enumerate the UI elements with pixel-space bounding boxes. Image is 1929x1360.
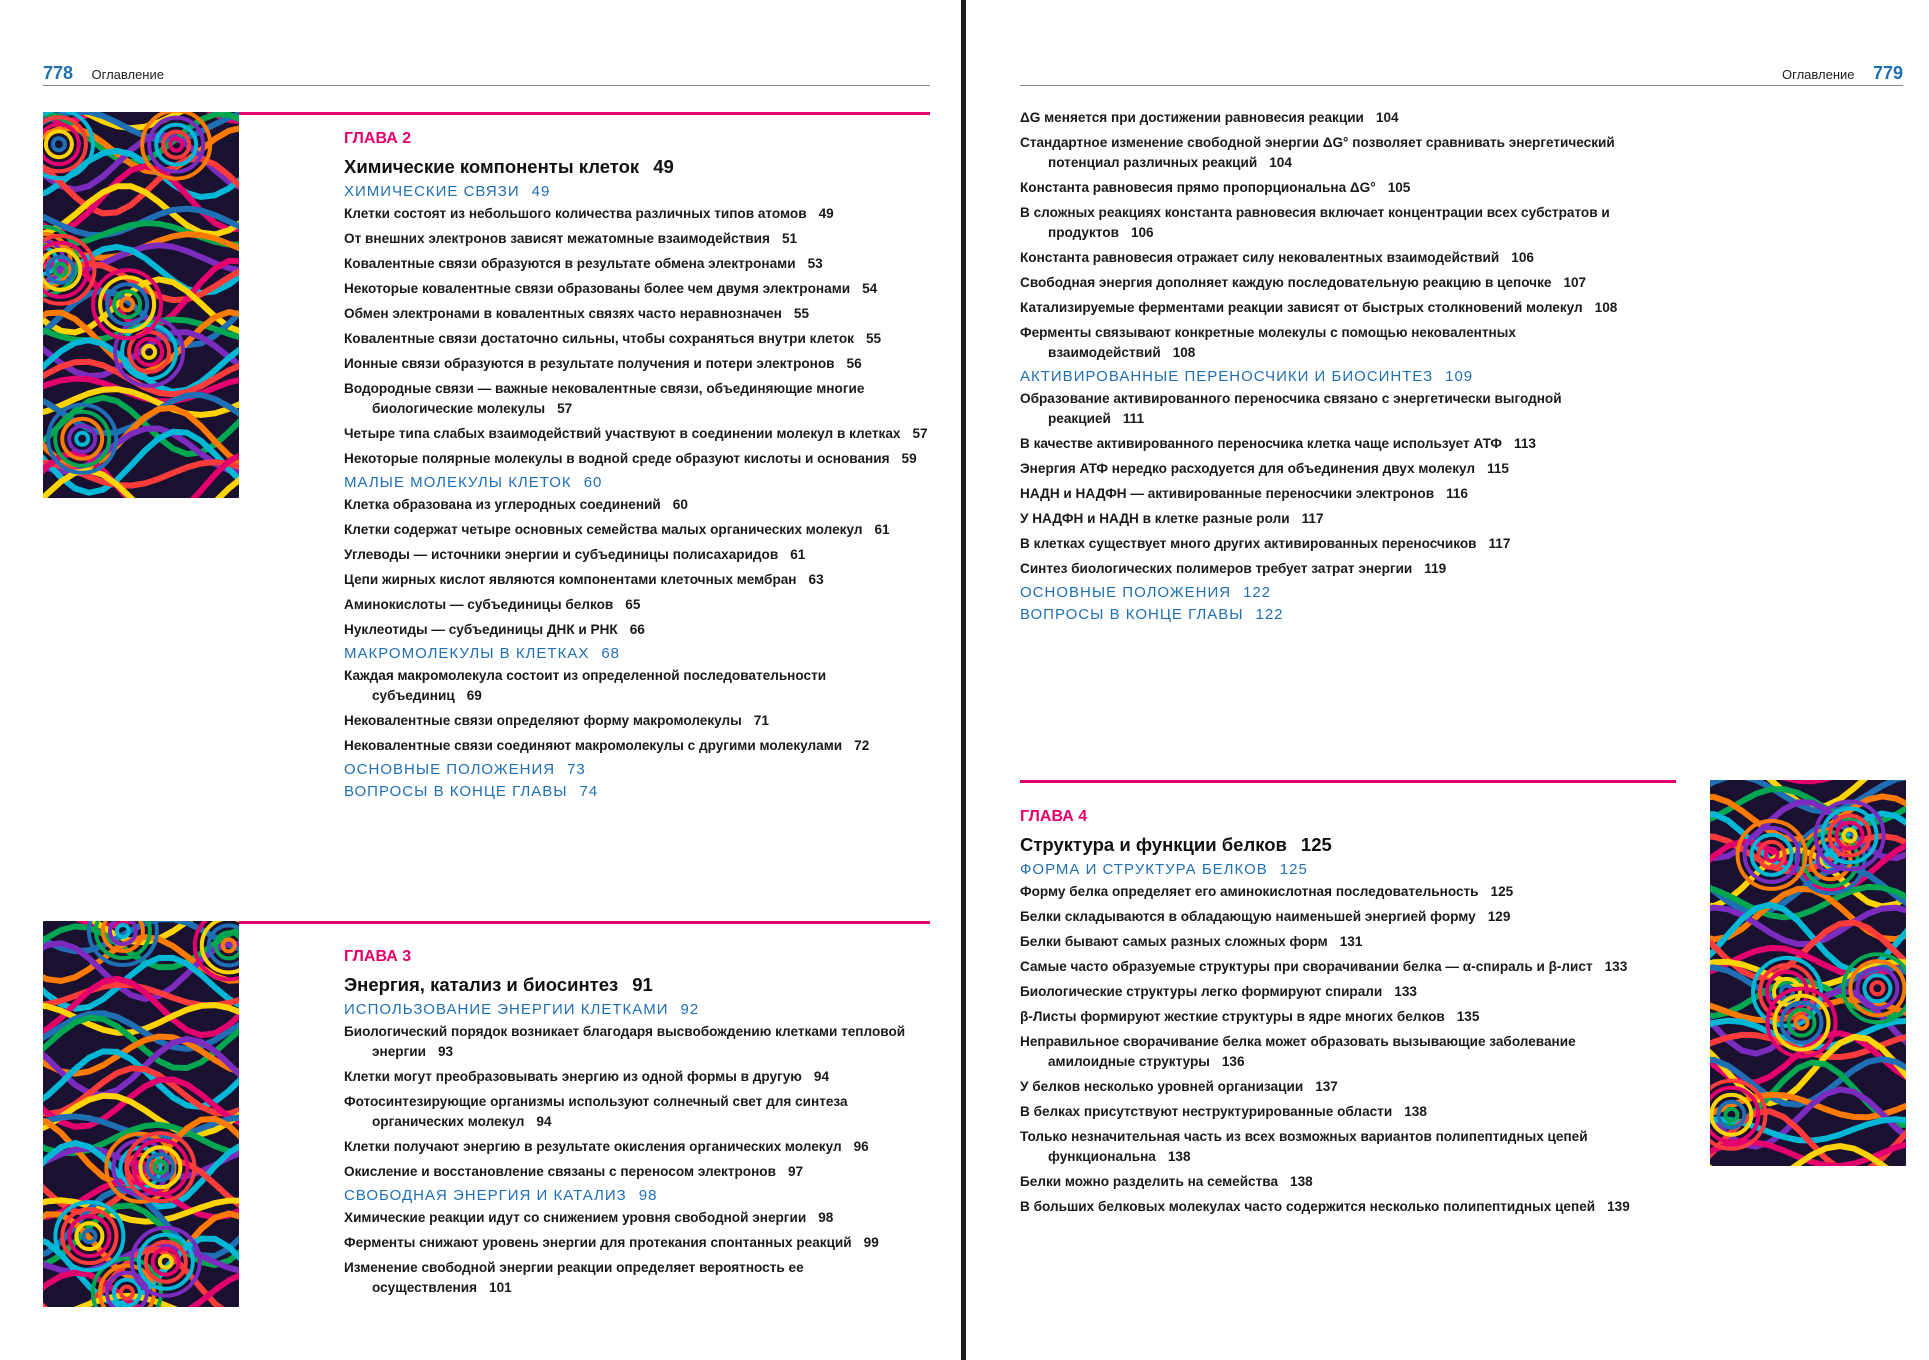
toc-entry[interactable]: [344, 254, 930, 274]
toc-entry[interactable]: [1020, 957, 1660, 977]
toc-page-number: 125: [1279, 861, 1308, 878]
toc-entry-text: В сложных реакциях константа равновесия включает концентрации всех субстратов и продуктов: [1020, 205, 1610, 240]
toc-page-number: 53: [807, 256, 823, 271]
chapter-3-continued-toc: [1020, 108, 1660, 627]
toc-page-number: 54: [862, 281, 878, 296]
toc-entry[interactable]: [1020, 273, 1660, 293]
toc-entry-text: В качестве активированного переносчика клетка чаще использует АТФ: [1020, 436, 1503, 451]
toc-page-number: 56: [846, 356, 862, 371]
toc-entry-text: Катализируемые ферментами реакции зависят от быстрых столкновений молекул: [1020, 300, 1583, 315]
toc-entry[interactable]: [344, 495, 930, 515]
toc-page-number: 51: [781, 231, 798, 246]
toc-entry[interactable]: [344, 229, 930, 249]
toc-entry[interactable]: [344, 595, 930, 615]
toc-entry[interactable]: [1020, 509, 1660, 529]
toc-entry-text: Клетки состоят из небольшого количества различных типов атомов: [344, 206, 807, 221]
toc-entry-text: Нуклеотиды — субъединицы ДНК и РНК: [344, 622, 618, 637]
toc-page-number: 115: [1487, 461, 1509, 476]
toc-entry[interactable]: [1020, 484, 1660, 504]
right-page-header: [1020, 63, 1903, 86]
toc-page-number: 105: [1387, 180, 1411, 195]
chapter-label: ГЛАВА 3: [344, 948, 412, 965]
toc-entry[interactable]: [344, 545, 930, 565]
toc-entry[interactable]: [344, 570, 930, 590]
toc-entry[interactable]: [344, 520, 930, 540]
toc-entry[interactable]: [344, 666, 930, 706]
toc-entry[interactable]: [344, 1067, 930, 1087]
toc-entry-text: Только незначительная часть из всех возможных вариантов полипептидных цепей функциональна: [1020, 1129, 1588, 1164]
toc-page-number: 106: [1130, 225, 1154, 240]
toc-entry[interactable]: [1020, 1032, 1660, 1072]
toc-page-number: 57: [557, 401, 573, 416]
toc-entry[interactable]: [1020, 534, 1660, 554]
toc-entry-text: Некоторые полярные молекулы в водной среде образуют кислоты и основания: [344, 451, 890, 466]
toc-entry-text: Нековалентные связи определяют форму макромолекулы: [344, 713, 742, 728]
left-page: [0, 0, 962, 1360]
toc-entry-text: β-Листы формируют жесткие структуры в ядре многих белков: [1020, 1009, 1445, 1024]
toc-page-number: 99: [863, 1235, 879, 1250]
toc-entry-text: Цепи жирных кислот являются компонентами клеточных мембран: [344, 572, 797, 587]
toc-page-number: 94: [813, 1069, 830, 1084]
toc-page-number: 122: [1243, 584, 1272, 601]
toc-section[interactable]: [344, 474, 930, 491]
toc-entry[interactable]: [344, 1258, 930, 1298]
chapter-2-toc: [344, 130, 930, 804]
toc-entry-text: В белках присутствуют неструктурированные области: [1020, 1104, 1393, 1119]
toc-page-number: 137: [1315, 1079, 1338, 1094]
toc-page-number: 93: [437, 1044, 454, 1059]
right-page: [966, 0, 1929, 1360]
toc-entry[interactable]: [1020, 982, 1660, 1002]
toc-page-number: 108: [1594, 300, 1618, 315]
toc-page-number: 108: [1172, 345, 1196, 360]
toc-entry-text: Клетки могут преобразовывать энергию из одной формы в другую: [344, 1069, 802, 1084]
toc-entry-text: Образование активированного переносчика связано с энергетически выгодной реакцией: [1020, 391, 1562, 426]
toc-page-number: 49: [531, 183, 551, 200]
toc-entry[interactable]: [344, 279, 930, 299]
toc-entry[interactable]: [344, 620, 930, 640]
toc-page-number: 122: [1255, 606, 1284, 623]
toc-entry-text: Ковалентные связи достаточно сильны, чтобы сохраняться внутри клеток: [344, 331, 854, 346]
toc-page-number: 125: [1490, 884, 1514, 899]
toc-entry-text: ХИМИЧЕСКИЕ СВЯЗИ: [344, 183, 520, 200]
chapter-4-artwork-image: [1710, 780, 1906, 1166]
chapter-3-toc: [344, 948, 930, 1303]
toc-entry-text: МАЛЫЕ МОЛЕКУЛЫ КЛЕТОК: [344, 474, 572, 491]
toc-entry-text: ОСНОВНЫЕ ПОЛОЖЕНИЯ: [344, 761, 556, 778]
toc-entry[interactable]: [344, 711, 930, 731]
toc-entry-text: Константа равновесия отражает силу нековалентных взаимодействий: [1020, 250, 1500, 265]
toc-entry-text: Стандартное изменение свободной энергии ΔG° позволяет сравнивать энергетический потенциал различных реакций: [1020, 135, 1615, 170]
toc-entry-text: В больших белковых молекулах часто содержится несколько полипептидных цепей: [1020, 1199, 1596, 1214]
toc-page-number: 101: [489, 1280, 512, 1295]
toc-page-number: 135: [1456, 1009, 1480, 1024]
toc-entry-text: Клетка образована из углеродных соединений: [344, 497, 661, 512]
toc-page-number: 136: [1221, 1054, 1245, 1069]
toc-entry-text: Форму белка определяет его аминокислотная последовательность: [1020, 884, 1479, 899]
toc-entry-text: Синтез биологических полимеров требует затрат энергии: [1020, 561, 1413, 576]
toc-entry-text: ΔG меняется при достижении равновесия реакции: [1020, 110, 1364, 125]
toc-entry-text: Клетки получают энергию в результате окисления органических молекул: [344, 1139, 842, 1154]
toc-entry[interactable]: [344, 329, 930, 349]
toc-entry[interactable]: [344, 1162, 930, 1182]
toc-page-number: 57: [912, 426, 928, 441]
toc-entry[interactable]: [1020, 248, 1660, 268]
toc-entry-text: Белки бывают самых разных сложных форм: [1020, 934, 1328, 949]
toc-entry-text: МАКРОМОЛЕКУЛЫ В КЛЕТКАХ: [344, 645, 590, 662]
toc-page-number: 96: [853, 1139, 869, 1154]
toc-entry[interactable]: [1020, 178, 1660, 198]
toc-page-number: 63: [808, 572, 824, 587]
toc-entry-text: Константа равновесия прямо пропорциональна ΔG°: [1020, 180, 1376, 195]
toc-entry-text: Изменение свободной энергии реакции определяет вероятность ее осуществления: [344, 1260, 804, 1295]
toc-entry[interactable]: [1020, 882, 1660, 902]
toc-entry[interactable]: [1020, 323, 1660, 363]
toc-entry-text: Четыре типа слабых взаимодействий участвуют в соединении молекул в клетках: [344, 426, 901, 441]
toc-page-number: 92: [680, 1001, 700, 1018]
toc-entry-text: В клетках существует много других активированных переносчиков: [1020, 536, 1477, 551]
toc-page-number: 131: [1339, 934, 1363, 949]
toc-page-number: 116: [1446, 486, 1468, 501]
toc-entry-text: Самые часто образуемые структуры при сворачивании белка — α-спираль и β-лист: [1020, 959, 1593, 974]
toc-entry[interactable]: [1020, 559, 1660, 579]
toc-entry[interactable]: [344, 354, 930, 374]
page-number: 779: [1872, 63, 1903, 83]
toc-entry[interactable]: [1020, 298, 1660, 318]
toc-entry[interactable]: [344, 736, 930, 756]
toc-page-number: 133: [1394, 984, 1417, 999]
chapter-4-rule: [1020, 780, 1676, 783]
chapter-2-rule: [239, 112, 930, 115]
toc-entry-text: ИСПОЛЬЗОВАНИЕ ЭНЕРГИИ КЛЕТКАМИ: [344, 1001, 669, 1018]
toc-page-number: 113: [1514, 436, 1536, 451]
toc-entry-text: Свободная энергия дополняет каждую последовательную реакцию в цепочке: [1020, 275, 1552, 290]
toc-entry-text: Энергия АТФ нередко расходуется для объединения двух молекул: [1020, 461, 1476, 476]
toc-page-number: 94: [536, 1114, 552, 1129]
toc-entry-text: Аминокислоты — субъединицы белков: [344, 597, 614, 612]
toc-entry[interactable]: [344, 424, 930, 444]
toc-page-number: 55: [793, 306, 810, 321]
toc-entry[interactable]: [1020, 907, 1660, 927]
toc-entry-text: Окисление и восстановление связаны с переносом электронов: [344, 1164, 776, 1179]
toc-entry[interactable]: [344, 1233, 930, 1253]
chapter-label: ГЛАВА 2: [344, 130, 412, 147]
toc-page-number: 71: [753, 713, 769, 728]
toc-page-number: 138: [1404, 1104, 1427, 1119]
toc-page-number: 60: [672, 497, 688, 512]
toc-entry[interactable]: [1020, 1007, 1660, 1027]
toc-entry-text: НАДН и НАДФН — активированные переносчики электронов: [1020, 486, 1435, 501]
chapter-4-toc: [1020, 808, 1660, 1222]
toc-page-number: 61: [874, 522, 890, 537]
running-title: Оглавление: [1782, 67, 1855, 82]
toc-page-number: 104: [1375, 110, 1399, 125]
toc-entry[interactable]: [344, 304, 930, 324]
toc-page-number: 97: [787, 1164, 804, 1179]
toc-page-number: 68: [601, 645, 621, 662]
toc-page-number: 133: [1604, 959, 1628, 974]
toc-entry-text: Фотосинтезирующие организмы используют солнечный свет для синтеза органических молекул: [344, 1094, 848, 1129]
chapter-3-artwork-image: [43, 921, 239, 1307]
toc-entry[interactable]: [344, 1092, 930, 1132]
toc-entry[interactable]: [1020, 133, 1660, 173]
toc-entry[interactable]: [1020, 1197, 1660, 1217]
toc-entry-text: Каждая макромолекула состоит из определенной последовательности субъединиц: [344, 668, 827, 703]
toc-page-number: 55: [866, 331, 882, 346]
toc-page-number: 59: [901, 451, 917, 466]
toc-page-number: 138: [1167, 1149, 1191, 1164]
toc-entry[interactable]: [1020, 1127, 1660, 1167]
toc-entry[interactable]: [344, 1208, 930, 1228]
toc-page-number: 107: [1563, 275, 1587, 290]
toc-entry-text: ВОПРОСЫ В КОНЦЕ ГЛАВЫ: [1020, 606, 1244, 623]
toc-entry-text: Углеводы — источники энергии и субъединицы полисахаридов: [344, 547, 779, 562]
left-page-header: [43, 63, 930, 86]
toc-section[interactable]: [344, 1187, 930, 1204]
toc-entry-text: ВОПРОСЫ В КОНЦЕ ГЛАВЫ: [344, 783, 568, 800]
toc-page-number: 66: [629, 622, 645, 637]
toc-entry[interactable]: [1020, 459, 1660, 479]
toc-entry-text: Некоторые ковалентные связи образованы более чем двумя электронами: [344, 281, 851, 296]
chapter-title[interactable]: Структура и функции белков 125: [1020, 834, 1332, 855]
toc-page-number: 98: [818, 1210, 834, 1225]
toc-entry-text: Водородные связи — важные нековалентные связи, объединяющие многие биологические молекулы: [344, 381, 865, 416]
toc-page-number: 98: [638, 1187, 658, 1204]
toc-entry-text: Биологические структуры легко формируют спирали: [1020, 984, 1383, 999]
toc-section[interactable]: [1020, 368, 1660, 385]
toc-entry[interactable]: [1020, 434, 1660, 454]
toc-entry[interactable]: [1020, 203, 1660, 243]
toc-page-number: 139: [1607, 1199, 1630, 1214]
toc-entry-text: Химические реакции идут со снижением уровня свободной энергии: [344, 1210, 807, 1225]
chapter-4-artwork: [1710, 780, 1906, 1166]
toc-entry-text: Белки можно разделить на семейства: [1020, 1174, 1279, 1189]
toc-section[interactable]: [1020, 606, 1660, 623]
toc-entry-text: Неправильное сворачивание белка может образовать вызывающие заболевание амилоидные структуры: [1020, 1034, 1576, 1069]
toc-page-number: 117: [1488, 536, 1511, 551]
toc-entry-text: Клетки содержат четыре основных семейства малых органических молекул: [344, 522, 863, 537]
toc-page-number: 106: [1511, 250, 1534, 265]
toc-section[interactable]: [1020, 861, 1660, 878]
toc-page-number: 138: [1290, 1174, 1313, 1189]
toc-entry[interactable]: [344, 379, 930, 419]
toc-entry[interactable]: [1020, 108, 1660, 128]
toc-entry[interactable]: [344, 204, 930, 224]
toc-entry[interactable]: [1020, 1102, 1660, 1122]
toc-entry[interactable]: [1020, 389, 1660, 429]
toc-entry[interactable]: [344, 1137, 930, 1157]
toc-entry-text: ОСНОВНЫЕ ПОЛОЖЕНИЯ: [1020, 584, 1232, 601]
toc-page-number: 61: [790, 547, 806, 562]
chapter-3-rule: [239, 921, 930, 924]
toc-page-number: 49: [818, 206, 834, 221]
toc-page-number: 74: [579, 783, 599, 800]
toc-page-number: 69: [466, 688, 482, 703]
toc-page-number: 65: [625, 597, 641, 612]
toc-entry-text: От внешних электронов зависят межатомные взаимодействия: [344, 231, 770, 246]
toc-entry[interactable]: [1020, 932, 1660, 952]
toc-entry-text: У белков несколько уровней организации: [1020, 1079, 1304, 1094]
toc-entry[interactable]: [344, 449, 930, 469]
toc-entry-text: У НАДФН и НАДН в клетке разные роли: [1020, 511, 1290, 526]
toc-page-number: 129: [1487, 909, 1511, 924]
toc-page-number: 111: [1122, 411, 1145, 426]
toc-section[interactable]: [344, 645, 930, 662]
toc-page-number: 117: [1301, 511, 1324, 526]
page-number: 778: [43, 63, 74, 83]
chapter-title[interactable]: Химические компоненты клеток 49: [344, 156, 674, 177]
toc-entry-text: Ионные связи образуются в результате получения и потери электронов: [344, 356, 835, 371]
toc-entry-text: Биологический порядок возникает благодаря высвобождению клетками тепловой энергии: [344, 1024, 906, 1059]
toc-entry-text: Обмен электронами в ковалентных связях часто неравнозначен: [344, 306, 782, 321]
toc-page-number: 109: [1445, 368, 1474, 385]
toc-page-number: 119: [1424, 561, 1447, 576]
toc-section[interactable]: [1020, 584, 1660, 601]
chapter-title[interactable]: Энергия, катализ и биосинтез 91: [344, 974, 653, 995]
chapter-label: ГЛАВА 4: [1020, 808, 1088, 825]
toc-entry-text: Ферменты связывают конкретные молекулы с помощью нековалентных взаимодействий: [1020, 325, 1516, 360]
running-title: Оглавление: [91, 67, 164, 82]
toc-entry-text: АКТИВИРОВАННЫЕ ПЕРЕНОСЧИКИ И БИОСИНТЕЗ: [1020, 368, 1434, 385]
toc-entry-text: Ковалентные связи образуются в результате обмена электронами: [344, 256, 796, 271]
toc-section[interactable]: [344, 783, 930, 800]
toc-entry-text: Белки складываются в обладающую наименьшей энергией форму: [1020, 909, 1476, 924]
toc-entry-text: ФОРМА И СТРУКТУРА БЕЛКОВ: [1020, 861, 1268, 878]
toc-page-number: 60: [583, 474, 603, 491]
toc-entry[interactable]: [344, 1022, 930, 1062]
toc-entry-text: Нековалентные связи соединяют макромолекулы с другими молекулами: [344, 738, 843, 753]
chapter-2-artwork: [43, 112, 239, 498]
toc-entry-text: Ферменты снижают уровень энергии для протекания спонтанных реакций: [344, 1235, 852, 1250]
toc-entry[interactable]: [1020, 1077, 1660, 1097]
toc-section[interactable]: [344, 761, 930, 778]
toc-entry[interactable]: [1020, 1172, 1660, 1192]
toc-page-number: 104: [1269, 155, 1292, 170]
chapter-3-artwork: [43, 921, 239, 1307]
toc-page-number: 72: [854, 738, 870, 753]
toc-section[interactable]: [344, 1001, 930, 1018]
toc-entry-text: СВОБОДНАЯ ЭНЕРГИЯ И КАТАЛИЗ: [344, 1187, 627, 1204]
toc-page-number: 73: [567, 761, 586, 778]
chapter-2-artwork-image: [43, 112, 239, 498]
toc-section[interactable]: [344, 183, 930, 200]
